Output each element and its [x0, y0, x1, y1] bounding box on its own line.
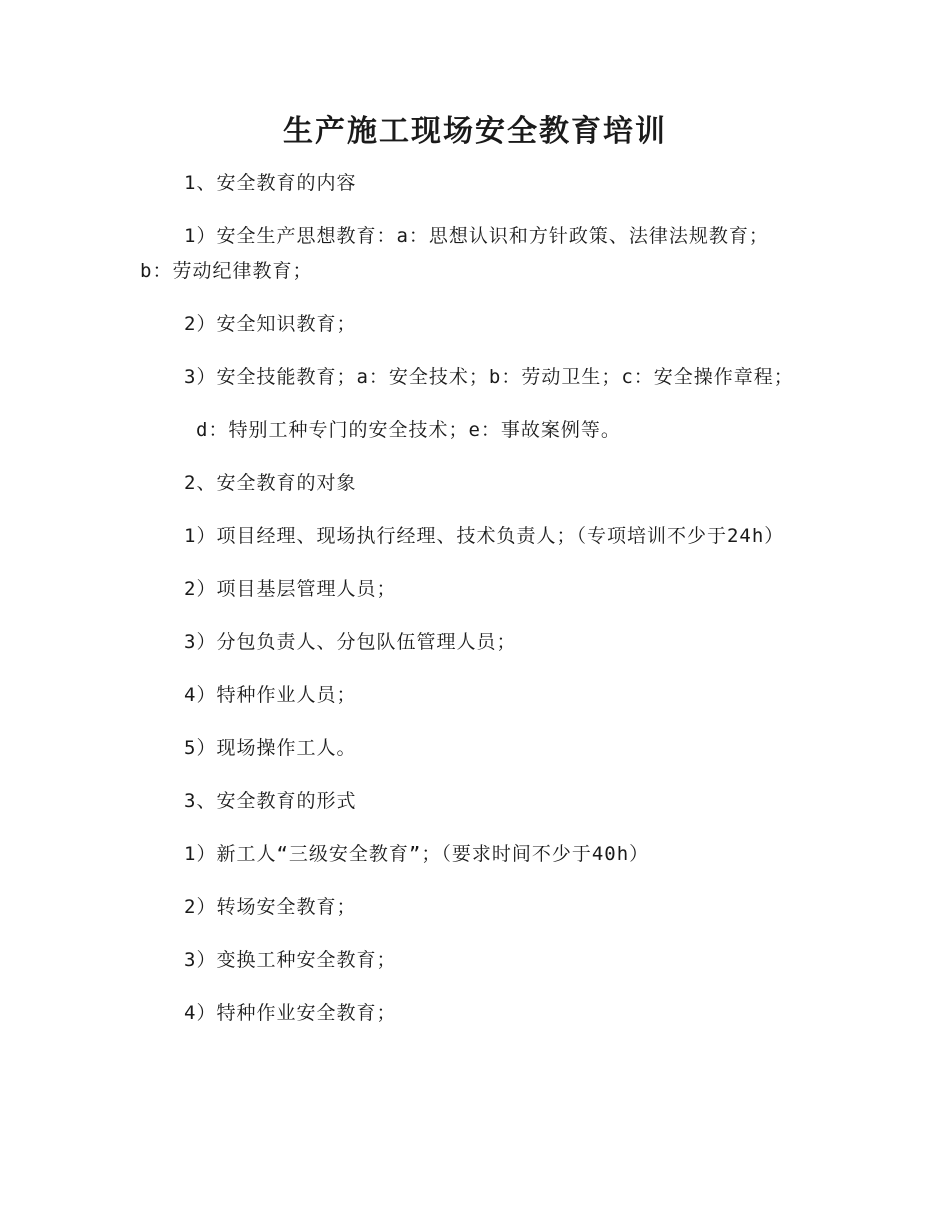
paragraph: 1）安全生产思想教育：a：思想认识和方针政策、法律法规教育；b：劳动纪律教育；	[140, 225, 769, 282]
section-heading: 1、安全教育的内容	[184, 172, 357, 194]
paragraph: 1）新工人“三级安全教育”；（要求时间不少于40h）	[184, 843, 650, 865]
paragraph: 4）特种作业人员；	[184, 684, 357, 706]
section-heading: 2、安全教育的对象	[184, 472, 357, 494]
paragraph: 2）转场安全教育；	[184, 896, 357, 918]
document-title: 生产施工现场安全教育培训	[283, 114, 667, 149]
paragraph: 3）分包负责人、分包队伍管理人员；	[184, 631, 517, 653]
paragraph: 5）现场操作工人。	[184, 737, 357, 759]
paragraph: 3）安全技能教育；a：安全技术；b：劳动卫生；c：安全操作章程；	[184, 366, 794, 388]
section-heading: 3、安全教育的形式	[184, 790, 357, 812]
document-body	[140, 166, 800, 1049]
paragraph: 4）特种作业安全教育；	[184, 1002, 397, 1024]
paragraph: 2）项目基层管理人员；	[184, 578, 397, 600]
paragraph: 3）变换工种安全教育；	[184, 949, 397, 971]
paragraph: 2）安全知识教育；	[184, 313, 357, 335]
paragraph: d：特别工种专门的安全技术；e：事故案例等。	[196, 419, 621, 441]
paragraph: 1）项目经理、现场执行经理、技术负责人；（专项培训不少于24h）	[184, 525, 785, 547]
